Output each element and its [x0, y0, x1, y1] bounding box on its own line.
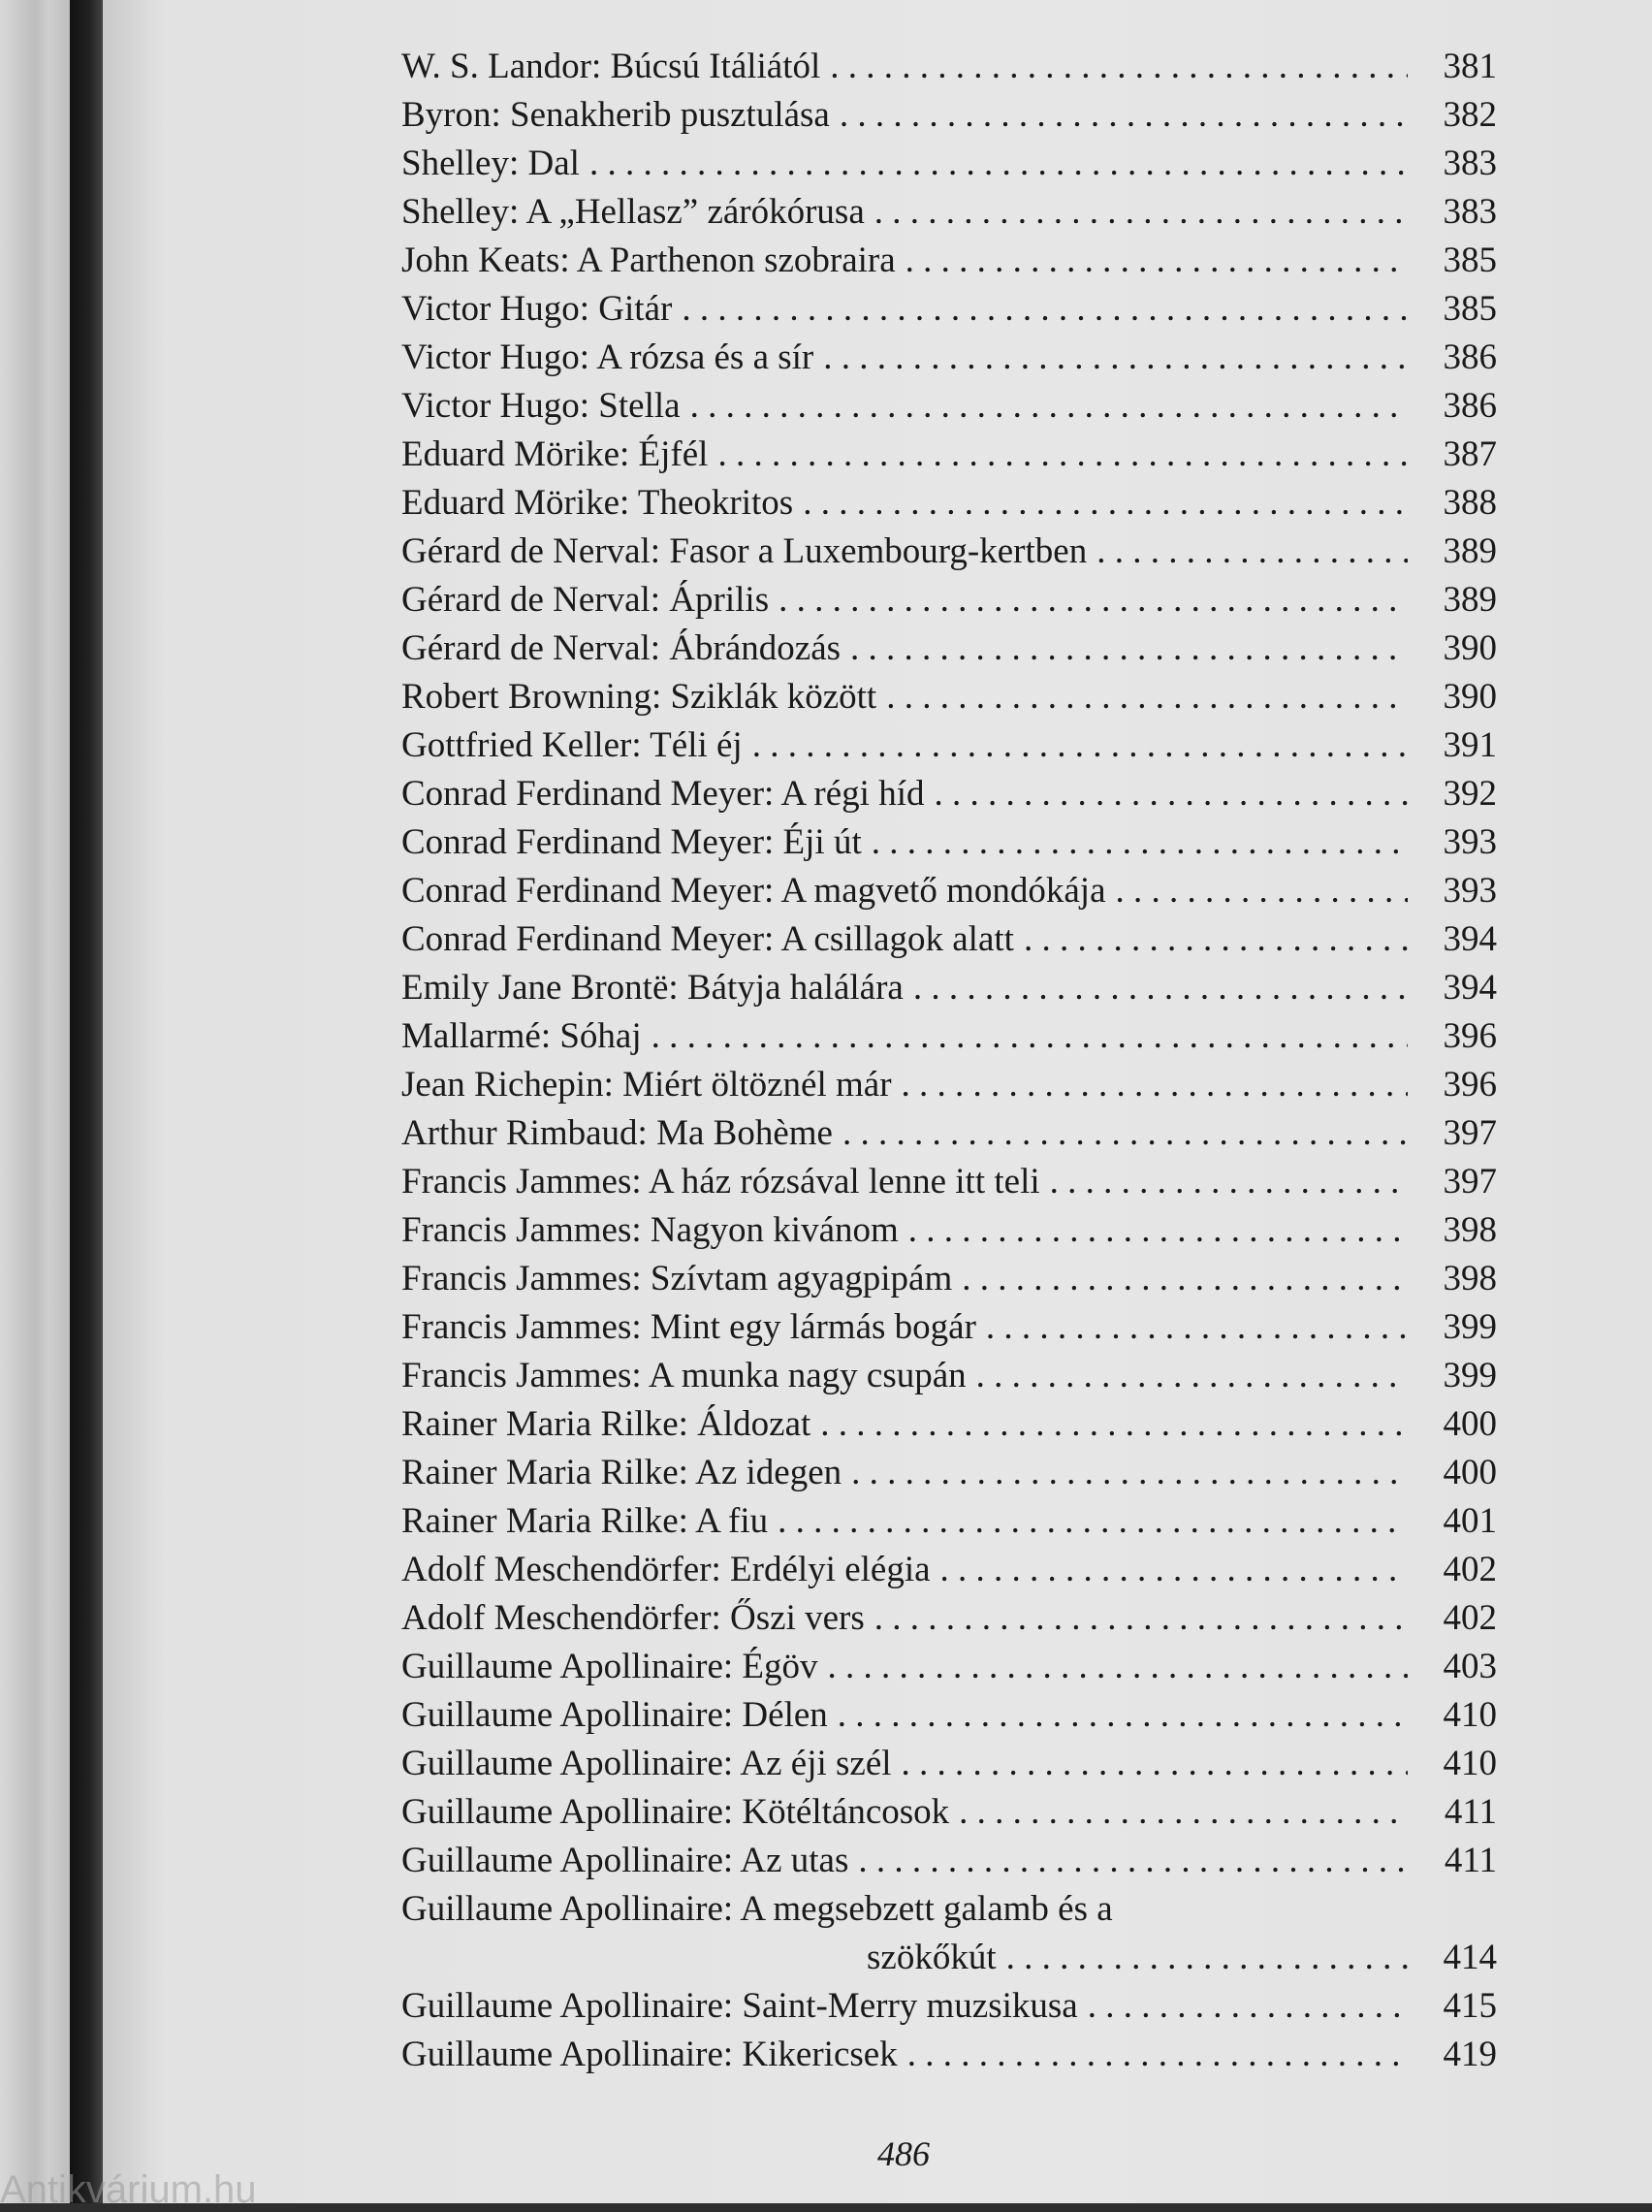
entry-title: Adolf Meschendörfer: Őszi vers [401, 1598, 865, 1638]
toc-entry [401, 91, 1497, 140]
dot-leader [838, 1691, 1408, 1740]
entry-title: Emily Jane Brontë: Bátyja halálára [401, 968, 904, 1008]
toc-entry [401, 770, 1497, 818]
dot-leader [682, 285, 1408, 334]
dot-leader [934, 770, 1408, 818]
entry-page-number: 410 [1443, 1744, 1497, 1783]
entry-page-number: 396 [1443, 1065, 1497, 1105]
toc-entry [401, 285, 1497, 334]
dot-leader [803, 479, 1408, 528]
dot-leader [1096, 528, 1408, 576]
dot-leader [778, 576, 1408, 625]
entry-title: Conrad Ferdinand Meyer: Éji út [401, 822, 862, 862]
entry-title: Conrad Ferdinand Meyer: A magvető mondókája [401, 871, 1106, 911]
dot-leader [902, 1740, 1408, 1788]
dot-leader [1024, 915, 1408, 964]
entry-page-number: 389 [1443, 580, 1497, 620]
entry-page-number: 383 [1443, 192, 1497, 232]
dot-leader [874, 1594, 1408, 1643]
dot-leader [940, 1546, 1408, 1594]
entry-title: Gottfried Keller: Téli éj [401, 725, 743, 765]
entry-page-number: 394 [1443, 919, 1497, 959]
entry-title: Victor Hugo: Stella [401, 386, 681, 426]
entry-title: Eduard Mörike: Éjfél [401, 434, 709, 474]
entry-title: Gérard de Nerval: Ábrándozás [401, 628, 842, 668]
entry-page-number: 389 [1443, 531, 1497, 571]
toc-entry [401, 1109, 1497, 1158]
toc-entry [401, 2031, 1497, 2079]
entry-page-number: 381 [1443, 47, 1497, 86]
entry-title: Gérard de Nerval: Április [401, 580, 770, 620]
dot-leader [872, 818, 1408, 867]
entry-title: Rainer Maria Rilke: A fiu [401, 1501, 769, 1541]
toc-entry [401, 721, 1497, 770]
toc-entry [401, 818, 1497, 867]
toc-entry [401, 43, 1497, 91]
entry-title: Jean Richepin: Miért öltöznél már [401, 1065, 892, 1105]
dot-leader [874, 188, 1408, 237]
entry-title: John Keats: A Parthenon szobraira [401, 240, 896, 280]
entry-page-number: 399 [1443, 1356, 1497, 1395]
entry-page-number: 390 [1443, 628, 1497, 668]
dot-leader [1006, 1934, 1408, 1982]
entry-title: Francis Jammes: Szívtam agyagpipám [401, 1259, 953, 1298]
toc-entry-continuation [401, 1934, 1497, 1982]
toc-entry [401, 1594, 1497, 1643]
dot-leader [976, 1352, 1408, 1400]
entry-title: Guillaume Apollinaire: A megsebzett galamb és a [401, 1889, 1113, 1929]
entry-page-number: 386 [1443, 386, 1497, 426]
entry-page-number: 392 [1443, 774, 1497, 814]
entry-title: Francis Jammes: A ház rózsával lenne itt teli [401, 1162, 1040, 1202]
entry-page-number: 396 [1443, 1016, 1497, 1056]
entry-title: Guillaume Apollinaire: Az utas [401, 1841, 849, 1880]
dot-leader [886, 673, 1408, 721]
dot-leader [850, 625, 1408, 673]
entry-title-continuation: szökőkút [867, 1938, 997, 1977]
entry-page-number: 415 [1443, 1986, 1497, 2026]
entry-page-number: 385 [1443, 240, 1497, 280]
toc-entry-multiline [401, 1885, 1497, 1934]
toc-entry [401, 188, 1497, 237]
toc-entry [401, 964, 1497, 1012]
entry-page-number: 400 [1443, 1453, 1497, 1492]
dot-leader [962, 1255, 1408, 1303]
toc-entry [401, 334, 1497, 382]
dot-leader [902, 1061, 1408, 1109]
toc-entry [401, 528, 1497, 576]
entry-page-number: 387 [1443, 434, 1497, 474]
toc-entry [401, 1449, 1497, 1497]
dot-leader [851, 1449, 1408, 1497]
dot-leader [778, 1497, 1408, 1546]
dot-leader [1050, 1158, 1408, 1206]
dot-leader [913, 964, 1408, 1012]
entry-title: Shelley: Dal [401, 144, 580, 183]
entry-page-number: 411 [1444, 1792, 1497, 1832]
dot-leader [690, 382, 1408, 431]
entry-page-number: 400 [1443, 1404, 1497, 1444]
entry-title: Rainer Maria Rilke: Az idegen [401, 1453, 842, 1492]
dot-leader [820, 1400, 1408, 1449]
entry-title: W. S. Landor: Búcsú Itáliától [401, 47, 821, 86]
entry-title: Guillaume Apollinaire: Kikericsek [401, 2035, 898, 2074]
entry-title: Victor Hugo: Gitár [401, 289, 673, 329]
entry-page-number: 397 [1443, 1113, 1497, 1153]
entry-title: Victor Hugo: A rózsa és a sír [401, 337, 814, 377]
dot-leader [589, 140, 1408, 188]
entry-title: Mallarmé: Sóhaj [401, 1016, 642, 1056]
toc-entry [401, 1740, 1497, 1788]
entry-page-number: 385 [1443, 289, 1497, 329]
entry-page-number: 403 [1443, 1647, 1497, 1686]
entry-title: Guillaume Apollinaire: Égöv [401, 1647, 818, 1686]
toc-entry [401, 1643, 1497, 1691]
entry-title: Guillaume Apollinaire: Az éji szél [401, 1744, 892, 1783]
entry-page-number: 390 [1443, 677, 1497, 717]
entry-title: Eduard Mörike: Theokritos [401, 483, 794, 523]
dot-leader [959, 1788, 1408, 1837]
toc-entry [401, 382, 1497, 431]
entry-page-number: 393 [1443, 871, 1497, 911]
dot-leader [752, 721, 1408, 770]
entry-page-number: 394 [1443, 968, 1497, 1008]
entry-title: Adolf Meschendörfer: Erdélyi elégia [401, 1550, 931, 1589]
entry-page-number: 382 [1443, 95, 1497, 135]
entry-page-number: 397 [1443, 1162, 1497, 1202]
entry-title: Francis Jammes: Nagyon kivánom [401, 1210, 899, 1250]
toc-entry [401, 237, 1497, 285]
dot-leader [908, 1206, 1408, 1255]
entry-title: Byron: Senakherib pusztulása [401, 95, 830, 135]
toc-entry [401, 1400, 1497, 1449]
watermark: Antikvárium.hu [0, 2168, 257, 2211]
entry-title: Guillaume Apollinaire: Délen [401, 1695, 828, 1735]
entry-title: Francis Jammes: A munka nagy csupán [401, 1356, 967, 1395]
dot-leader [842, 1109, 1408, 1158]
entry-title: Conrad Ferdinand Meyer: A régi híd [401, 774, 925, 814]
toc-entry [401, 867, 1497, 915]
toc-entry [401, 673, 1497, 721]
toc-entry [401, 625, 1497, 673]
entry-title: Rainer Maria Rilke: Áldozat [401, 1404, 811, 1444]
book-binding [70, 0, 103, 2203]
toc-entry [401, 915, 1497, 964]
dot-leader [823, 334, 1408, 382]
toc-entry [401, 576, 1497, 625]
entry-page-number: 398 [1443, 1210, 1497, 1250]
toc-entry [401, 1255, 1497, 1303]
toc-entry [401, 1982, 1497, 2031]
toc-entry [401, 1352, 1497, 1400]
entry-page-number: 414 [1443, 1938, 1497, 1977]
entry-page-number: 419 [1443, 2035, 1497, 2074]
entry-title: Guillaume Apollinaire: Saint-Merry muzsikusa [401, 1986, 1078, 2026]
toc-entry [401, 431, 1497, 479]
entry-page-number: 402 [1443, 1550, 1497, 1589]
entry-title: Gérard de Nerval: Fasor a Luxembourg-kertben [401, 531, 1088, 571]
dot-leader [717, 431, 1408, 479]
toc-entry [401, 479, 1497, 528]
dot-leader [830, 43, 1408, 91]
entry-page-number: 411 [1444, 1841, 1497, 1880]
toc-entry [401, 1158, 1497, 1206]
entry-page-number: 401 [1443, 1501, 1497, 1541]
entry-title: Guillaume Apollinaire: Kötéltáncosok [401, 1792, 950, 1832]
entry-title: Arthur Rimbaud: Ma Bohème [401, 1113, 833, 1153]
entry-title: Conrad Ferdinand Meyer: A csillagok alatt [401, 919, 1014, 959]
entry-page-number: 391 [1443, 725, 1497, 765]
entry-page-number: 386 [1443, 337, 1497, 377]
entry-page-number: 388 [1443, 483, 1497, 523]
entry-title: Francis Jammes: Mint egy lármás bogár [401, 1307, 976, 1347]
dot-leader [1116, 867, 1409, 915]
page-number: 486 [877, 2134, 930, 2173]
dot-leader [651, 1012, 1408, 1061]
toc-entry [401, 140, 1497, 188]
toc-entry [401, 1497, 1497, 1546]
entry-page-number: 383 [1443, 144, 1497, 183]
entry-page-number: 399 [1443, 1307, 1497, 1347]
toc-entry [401, 1303, 1497, 1352]
entry-title: Shelley: A „Hellasz” zárókórusa [401, 192, 865, 232]
entry-page-number: 402 [1443, 1598, 1497, 1638]
dot-leader [905, 237, 1408, 285]
book-spine [0, 0, 70, 2203]
dot-leader [828, 1643, 1408, 1691]
entry-page-number: 410 [1443, 1695, 1497, 1735]
dot-leader [986, 1303, 1408, 1352]
table-of-contents [401, 43, 1497, 2079]
entry-page-number: 398 [1443, 1259, 1497, 1298]
entry-page-number: 393 [1443, 822, 1497, 862]
toc-entry [401, 1061, 1497, 1109]
toc-entry [401, 1691, 1497, 1740]
dot-leader [907, 2031, 1408, 2079]
toc-entry [401, 1012, 1497, 1061]
toc-entry [401, 1837, 1497, 1885]
toc-entry [401, 1206, 1497, 1255]
toc-entry [401, 1546, 1497, 1594]
toc-entry [401, 1788, 1497, 1837]
dot-leader [858, 1837, 1408, 1885]
dot-leader [840, 91, 1408, 140]
dot-leader [1088, 1982, 1408, 2031]
entry-title: Robert Browning: Sziklák között [401, 677, 877, 717]
